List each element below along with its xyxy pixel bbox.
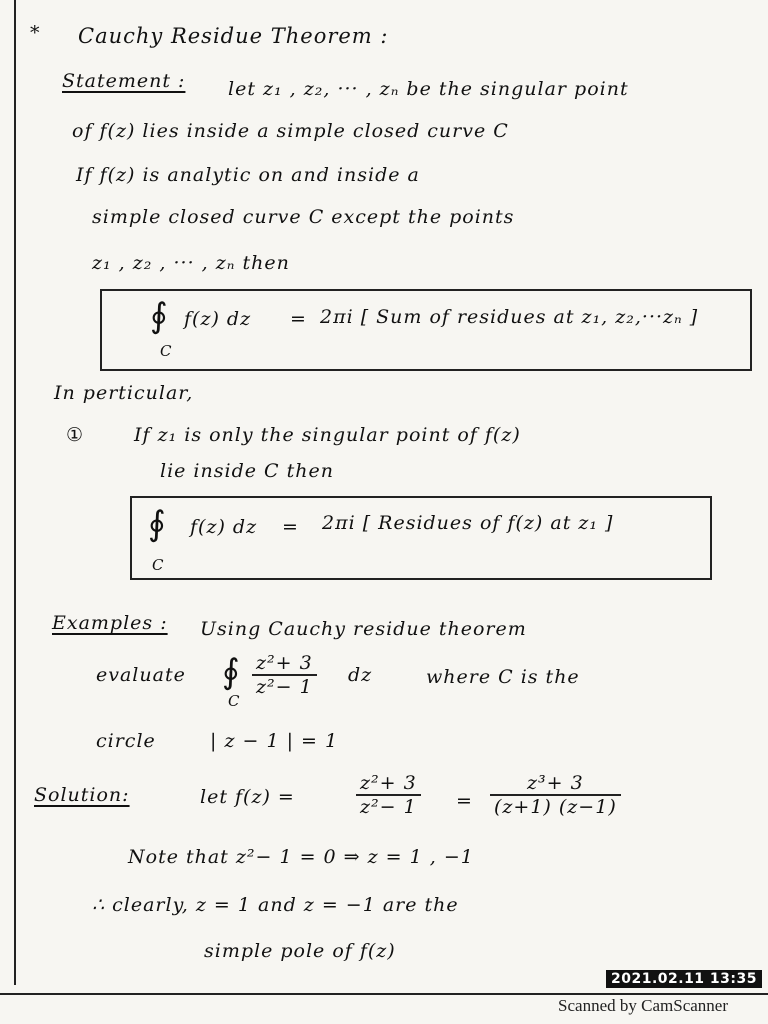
particular-heading: In perticular,	[54, 382, 194, 404]
date-stamp: 2021.02.11 13:35	[606, 970, 762, 988]
bullet: *	[30, 22, 41, 44]
statement-line-2: of f(z) lies inside a simple closed curve C	[72, 120, 509, 142]
formula1-contour: C	[160, 342, 173, 360]
solution-equals: =	[456, 790, 473, 812]
contour-integral-symbol: ∮	[150, 296, 168, 336]
circle-label: circle	[96, 730, 156, 752]
formula2-equals: =	[282, 516, 299, 538]
formula-box-single	[130, 496, 712, 580]
example-numerator: z²+ 3	[252, 652, 317, 676]
example-after: where C is the	[426, 666, 580, 688]
scanner-footer: Scanned by CamScanner	[558, 996, 728, 1015]
solution-fraction-2	[490, 772, 621, 818]
contour-integral-symbol: ∮	[148, 504, 166, 544]
contour-integral-symbol: ∮	[222, 652, 240, 692]
formula-box-general	[100, 289, 752, 371]
example-contour: C	[228, 692, 241, 710]
solution-fraction-1	[356, 772, 421, 818]
fraction1-numerator: z²+ 3	[356, 772, 421, 796]
formula1-equals: =	[290, 308, 307, 330]
bottom-rule	[0, 993, 768, 995]
statement-line-4: simple closed curve C except the points	[92, 206, 515, 228]
solution-simple-pole: simple pole of f(z)	[204, 940, 396, 962]
evaluate-word: evaluate	[96, 664, 186, 686]
solution-let: let f(z) =	[200, 786, 295, 808]
example-fraction	[252, 652, 317, 698]
particular-line-1: If z₁ is only the singular point of f(z)	[134, 424, 521, 446]
example-dz: dz	[348, 664, 373, 686]
formula1-lhs: f(z) dz	[184, 308, 252, 330]
formula2-lhs: f(z) dz	[190, 516, 258, 538]
statement-line-3: If f(z) is analytic on and inside a	[76, 164, 420, 186]
item-number-1: ①	[66, 424, 85, 446]
example-denominator: z²− 1	[256, 676, 313, 698]
statement-label: Statement :	[62, 70, 186, 92]
fraction2-denominator: (z+1) (z−1)	[494, 796, 617, 818]
formula2-rhs: 2πi [ Residues of f(z) at z₁ ]	[322, 512, 614, 534]
fraction2-numerator: z³+ 3	[490, 772, 621, 796]
formula1-rhs: 2πi [ Sum of residues at z₁, z₂,···zₙ ]	[320, 306, 699, 328]
examples-label: Examples :	[52, 612, 168, 634]
statement-line-5: z₁ , z₂ , ··· , zₙ then	[92, 252, 290, 274]
solution-label: Solution:	[34, 784, 130, 806]
solution-clearly: ∴ clearly, z = 1 and z = −1 are the	[92, 894, 459, 916]
formula2-contour: C	[152, 556, 165, 574]
fraction1-denominator: z²− 1	[360, 796, 417, 818]
left-margin-rule	[14, 0, 16, 985]
page-title: Cauchy Residue Theorem :	[78, 24, 389, 48]
solution-note: Note that z²− 1 = 0 ⇒ z = 1 , −1	[128, 846, 474, 868]
circle-equation: | z − 1 | = 1	[210, 730, 339, 752]
examples-intro: Using Cauchy residue theorem	[200, 618, 527, 640]
statement-line-1: let z₁ , z₂, ··· , zₙ be the singular point	[228, 78, 629, 100]
particular-line-2: lie inside C then	[160, 460, 334, 482]
